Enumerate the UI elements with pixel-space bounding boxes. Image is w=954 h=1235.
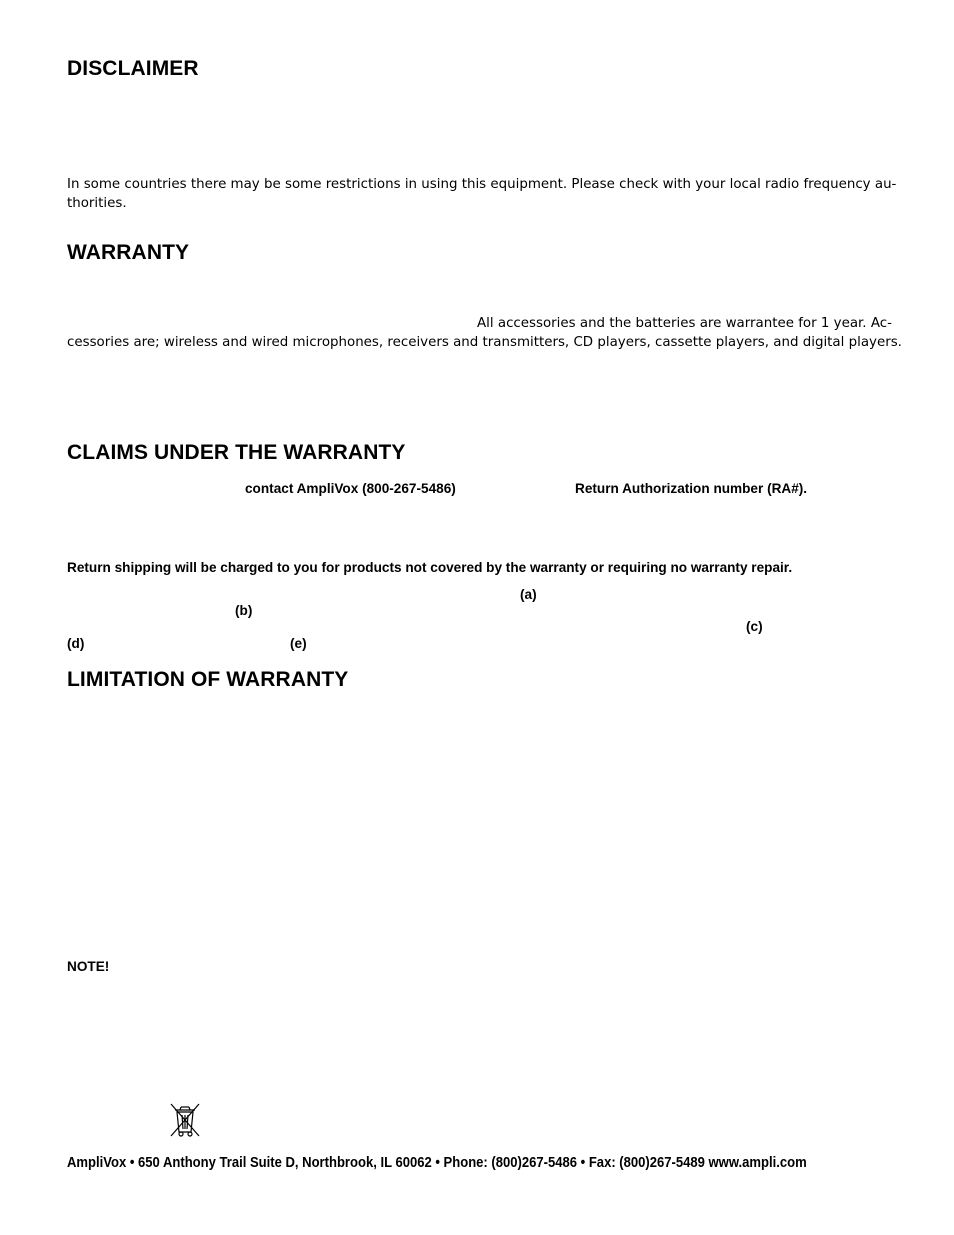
crossed-out-wheelie-bin-icon [168, 1102, 202, 1138]
warranty-text-line-2: cessories are; wireless and wired microphones, receivers and transmitters, CD players, cassette players, and digital players. [67, 335, 902, 350]
return-shipping-text: Return shipping will be charged to you for products not covered by the warranty or requiring no warranty repair. [67, 560, 793, 575]
marker-c: (c) [746, 619, 763, 634]
claims-ra-text: Return Authorization number (RA#). [575, 481, 808, 496]
marker-a: (a) [520, 587, 537, 602]
claims-contact-text: contact AmpliVox (800-267-5486) [245, 481, 456, 496]
disclaimer-text-line-1: In some countries there may be some restrictions in using this equipment. Please check with your local radio frequency au- [67, 177, 897, 192]
warranty-text-line-1: All accessories and the batteries are warrantee for 1 year. Ac- [477, 316, 892, 331]
limitation-heading: LIMITATION OF WARRANTY [67, 668, 349, 691]
footer-contact-info: AmpliVox • 650 Anthony Trail Suite D, Northbrook, IL 60062 • Phone: (800)267-5486 • Fax: (800)267-5489 www.ampli.com [67, 1154, 807, 1171]
marker-b: (b) [235, 603, 253, 618]
warranty-heading: WARRANTY [67, 241, 190, 264]
disclaimer-text-line-2: thorities. [67, 196, 127, 211]
marker-d: (d) [67, 636, 85, 651]
disclaimer-heading: DISCLAIMER [67, 57, 199, 80]
marker-e: (e) [290, 636, 307, 651]
claims-heading: CLAIMS UNDER THE WARRANTY [67, 441, 406, 464]
note-label: NOTE! [67, 959, 110, 974]
